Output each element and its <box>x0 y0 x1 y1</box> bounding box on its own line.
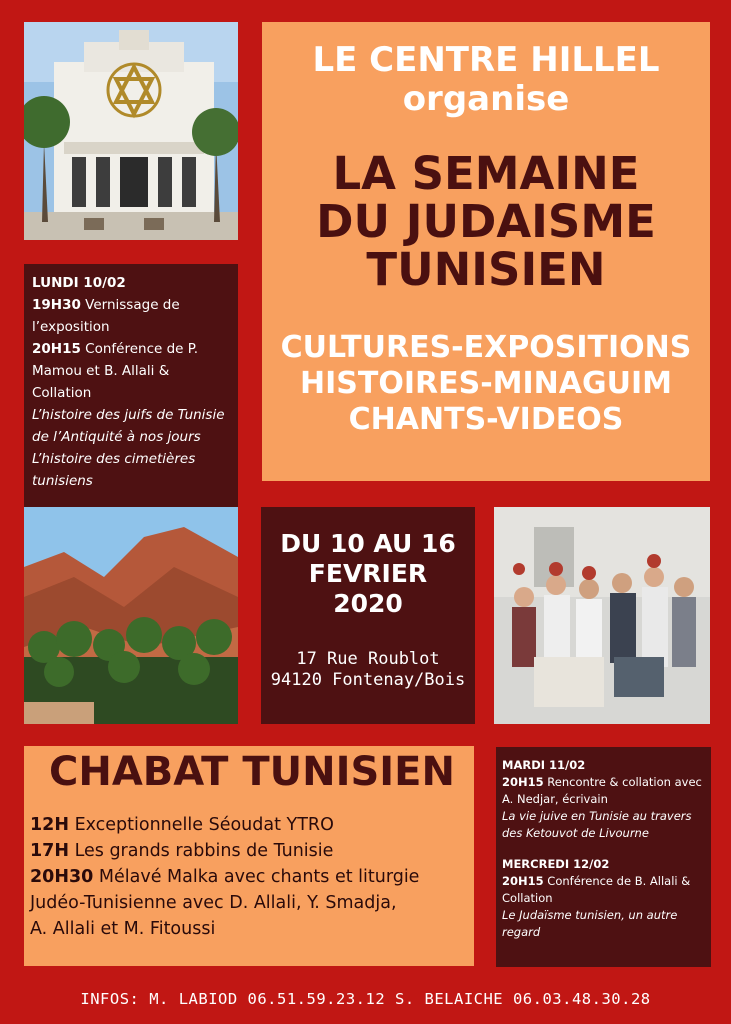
item-text: Mélavé Malka avec chants et liturgie <box>93 867 420 887</box>
item-text: Conférence de P. Mamou et B. Allali & Collation <box>32 341 199 401</box>
date-line: 2020 <box>333 589 403 618</box>
talk-title: L’histoire des juifs de Tunisie de l’Antiquité à nos jours <box>32 407 225 445</box>
title-line: TUNISIEN <box>366 243 606 296</box>
program-continuation: A. Allali et M. Fitoussi <box>30 919 216 939</box>
item-time: 20H15 <box>502 874 544 888</box>
talk-title: La vie juive en Tunisie au travers des Ketouvot de Livourne <box>502 809 692 840</box>
item-time: 17H <box>30 841 69 861</box>
mardi-mercredi-program <box>496 747 711 967</box>
item-text: Vernissage de l’exposition <box>32 297 180 335</box>
item-text: Rencontre & collation avec A. Nedjar, écrivain <box>502 775 702 806</box>
date-line: FEVRIER <box>308 559 428 588</box>
organizer-verb: organise <box>402 79 570 119</box>
item-time: 20H15 <box>502 775 544 789</box>
item-text: Exceptionnelle Séoudat YTRO <box>69 815 334 835</box>
program-item <box>502 774 707 808</box>
item-text: Conférence de B. Allali & Collation <box>502 874 691 905</box>
chabat-title: CHABAT TUNISIEN <box>49 749 455 795</box>
program-item <box>30 838 474 864</box>
program-item <box>32 338 230 404</box>
organizer-name: LE CENTRE HILLEL <box>312 40 660 80</box>
item-time: 20H15 <box>32 341 81 357</box>
address-line: 17 Rue Roublot <box>296 649 440 669</box>
chabat-program <box>30 812 474 942</box>
theme-line: CULTURES-EXPOSITIONS <box>280 330 692 365</box>
item-text: Les grands rabbins de Tunisie <box>69 841 334 861</box>
desert-oasis-photo <box>24 507 238 724</box>
program-item <box>502 873 707 907</box>
historic-group-photo <box>494 507 710 724</box>
talk-title: L’histoire des cimetières tunisiens <box>32 451 196 489</box>
item-time: 20H30 <box>30 867 94 887</box>
program-item <box>30 812 474 838</box>
title-line: LA SEMAINE <box>332 147 640 200</box>
event-title <box>262 147 710 296</box>
talk-title: Le Judaïsme tunisien, un autre regard <box>502 908 678 939</box>
day-heading: LUNDI 10/02 <box>32 275 126 291</box>
program-continuation: Judéo-Tunisienne avec D. Allali, Y. Smadja, <box>30 893 397 913</box>
program-item <box>32 294 230 338</box>
day-heading: MARDI 11/02 <box>502 758 586 772</box>
synagogue-photo <box>24 22 238 240</box>
address <box>261 649 475 691</box>
contact-info: INFOS: M. LABIOD 06.51.59.23.12 S. BELAICHE 06.03.48.30.28 <box>80 990 651 1008</box>
title-line: DU JUDAISME <box>316 195 656 248</box>
theme-line: HISTOIRES-MINAGUIM <box>300 366 672 401</box>
themes <box>262 330 710 438</box>
program-item <box>30 864 474 890</box>
lundi-program <box>24 264 238 508</box>
dates-panel <box>261 507 475 724</box>
header-panel <box>262 22 710 481</box>
item-time: 12H <box>30 815 69 835</box>
date-line: DU 10 AU 16 <box>280 529 456 558</box>
theme-line: CHANTS-VIDEOS <box>348 402 624 437</box>
address-line: 94120 Fontenay/Bois <box>270 670 466 690</box>
chabat-panel <box>24 746 474 966</box>
day-heading: MERCREDI 12/02 <box>502 857 610 871</box>
item-time: 19H30 <box>32 297 81 313</box>
